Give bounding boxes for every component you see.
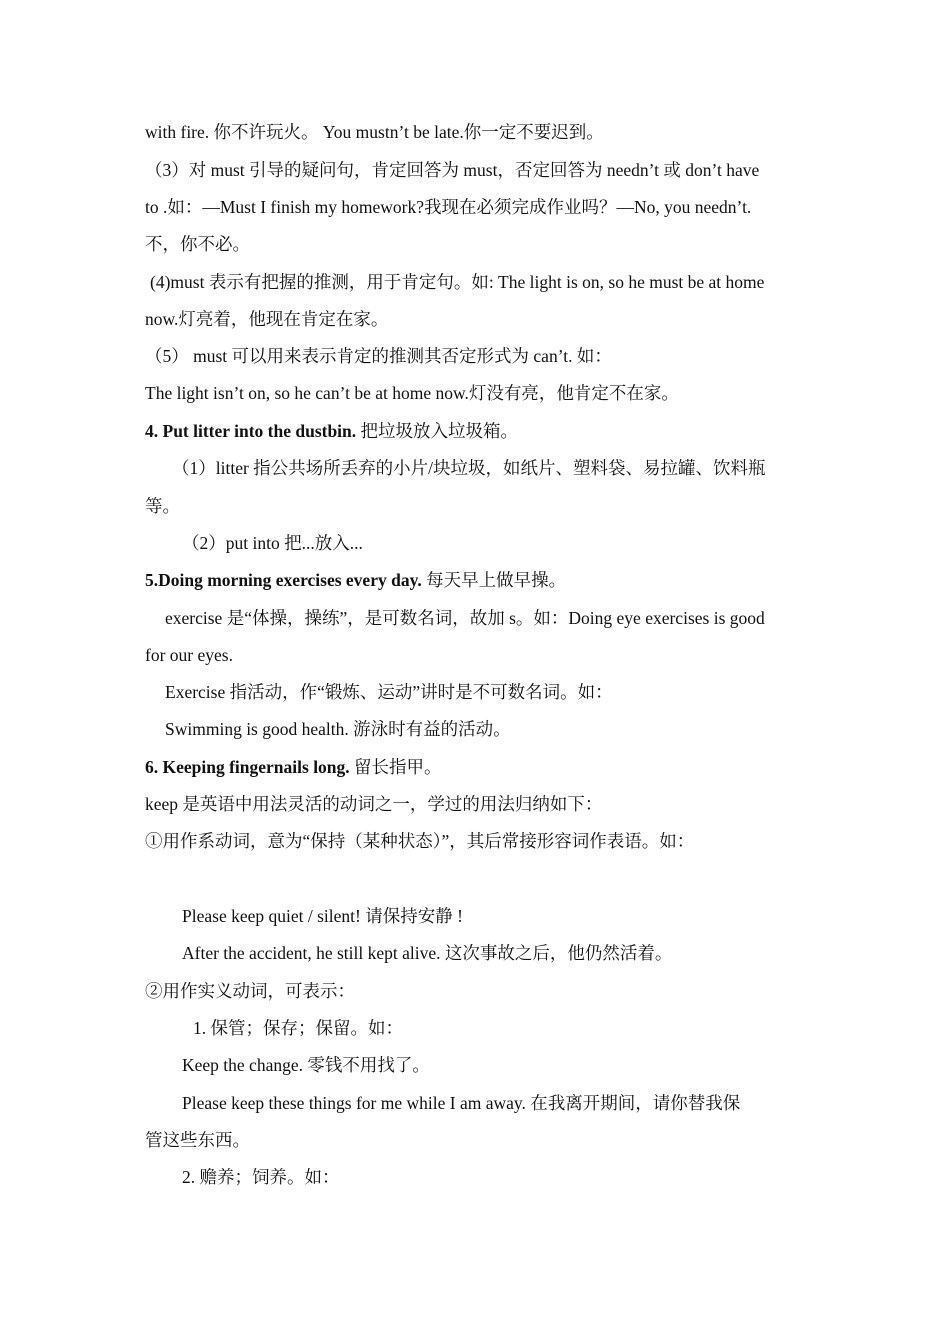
section-4-line (145, 419, 825, 443)
section-5-line (145, 568, 825, 592)
section-heading-6-translation: 留长指甲。 (354, 757, 442, 777)
text-line: 等。 (145, 496, 180, 516)
text-line: 2. 赡养；饲养。如： (182, 1167, 340, 1187)
text-line: 不，你不必。 (145, 234, 250, 254)
text-line: ②用作实义动词，可表示： (145, 981, 355, 1001)
text-line: Please keep quiet / silent! 请保持安静 ! (182, 906, 463, 926)
text-line: （3）对 must 引导的疑问句，肯定回答为 must，否定回答为 needn’t 或 don’t have (145, 160, 760, 180)
text-line: with fire. 你不许玩火。 You mustn’t be late.你一定不要迟到。 (145, 122, 604, 142)
section-6-line (145, 755, 825, 779)
text-line: The light isn’t on, so he can’t be at home now.灯没有亮，他肯定不在家。 (145, 383, 679, 403)
text-line: keep 是英语中用法灵活的动词之一，学过的用法归纳如下： (145, 794, 603, 814)
text-line: Keep the change. 零钱不用找了。 (182, 1055, 430, 1075)
text-line: 管这些东西。 (145, 1130, 250, 1150)
section-heading-4-translation: 把垃圾放入垃圾箱。 (360, 421, 519, 441)
text-line: Please keep these things for me while I am away. 在我离开期间，请你替我保 (182, 1093, 741, 1113)
text-line: Exercise 指活动，作“锻炼、运动”讲时是不可数名词。如： (165, 682, 613, 702)
text-line: to .如：—Must I finish my homework?我现在必须完成作业吗？—No, you needn’t. (145, 197, 752, 217)
section-heading-5: 5.Doing morning exercises every day. (145, 570, 422, 590)
text-line: After the accident, he still kept alive. 这次事故之后，他仍然活着。 (182, 943, 673, 963)
text-line: for our eyes. (145, 645, 233, 665)
text-line: （5） must 可以用来表示肯定的推测其否定形式为 can’t. 如： (145, 346, 612, 366)
section-heading-4: 4. Put litter into the dustbin. (145, 421, 357, 441)
text-line: now.灯亮着，他现在肯定在家。 (145, 309, 389, 329)
text-line: 1. 保管；保存；保留。如： (193, 1018, 403, 1038)
text-line: ①用作系动词，意为“保持（某种状态）”，其后常接形容词作表语。如： (145, 831, 695, 851)
text-line: Swimming is good health. 游泳时有益的活动。 (165, 719, 511, 739)
text-line: （1）litter 指公共场所丢弃的小片/块垃圾，如纸片、塑料袋、易拉罐、饮料瓶 (172, 458, 766, 478)
text-line: exercise 是“体操，操练”，是可数名词，故加 s。如：Doing eye exercises is good (165, 608, 765, 628)
section-heading-6: 6. Keeping fingernails long. (145, 757, 350, 777)
section-heading-5-translation: 每天早上做早操。 (426, 570, 567, 590)
text-line: （2）put into 把...放入... (182, 533, 363, 553)
text-line: (4)must 表示有把握的推测，用于肯定句。如: The light is on, so he must be at home (150, 272, 765, 292)
